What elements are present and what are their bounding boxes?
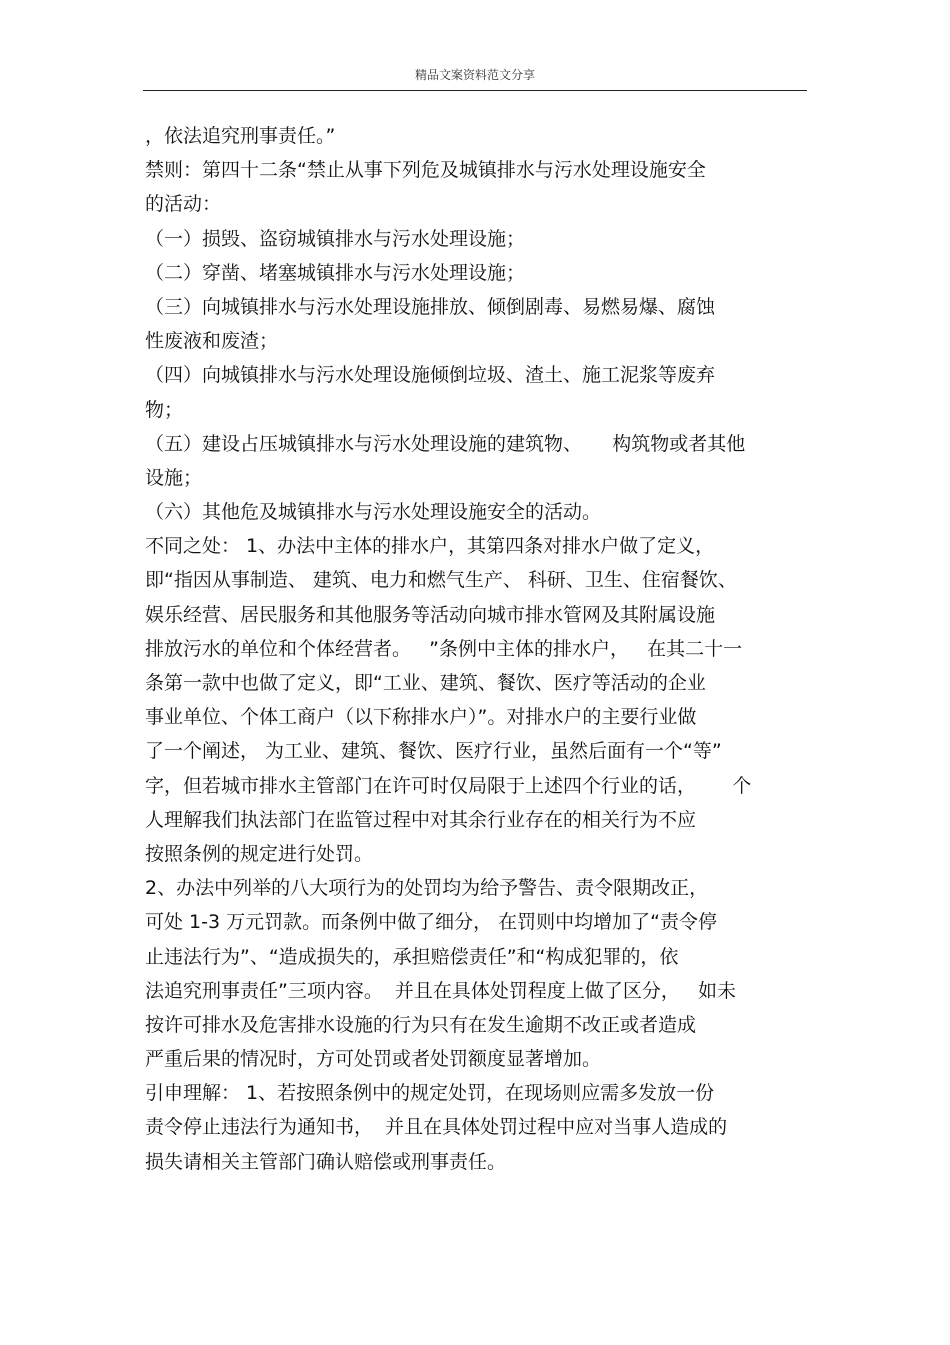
text-line: 责令停止违法行为通知书， 并且在具体处罚过程中应对当事人造成的 [145,1116,728,1139]
text-line: ，依法追究刑事责任。” [145,125,336,147]
text-line: 性废液和废渣； [145,330,279,353]
text-line: （二）穿凿、堵塞城镇排水与污水处理设施； [145,261,526,284]
text-line: 按照条例的规定进行处罚。 [145,842,374,865]
text-line: （五）建设占压城镇排水与污水处理设施的建筑物、 构筑物或者其他 [145,432,746,455]
text-line: 人理解我们执法部门在监管过程中对其余行业存在的相关行为不应 [145,808,697,831]
header-title: 精品文案资料范文分享 [414,68,535,82]
text-line: 2、办法中列举的八大项行为的处罚均为给予警告、责令限期改正， [145,877,709,900]
text-line: 按许可排水及危害排水设施的行为只有在发生逾期不改正或者造成 [145,1013,697,1036]
text-line: 损失请相关主管部门确认赔偿或刑事责任。 [145,1150,507,1173]
text-line: 禁则：第四十二条“禁止从事下列危及城镇排水与污水处理设施安全 [145,159,706,182]
text-line: 的活动： [145,193,222,216]
text-line: 了一个阐述， 为工业、建筑、餐饮、医疗行业，虽然后面有一个“等” [145,740,722,763]
text-line: （六）其他危及城镇排水与污水处理设施安全的活动。 [145,501,602,524]
text-line: 娱乐经营、居民服务和其他服务等活动向城市排水管网及其附属设施 [145,603,716,626]
document-body [145,119,805,1179]
text-line: 止违法行为”、“造成损失的，承担赔偿责任”和“构成犯罪的，依 [145,945,679,968]
text-line: 不同之处： 1、办法中主体的排水户，其第四条对排水户做了定义， [145,535,715,558]
text-line: 排放污水的单位和个体经营者。 ”条例中主体的排水户， 在其二十一 [145,637,743,660]
text-line: 可处 1-3 万元罚款。而条例中做了细分， 在罚则中均增加了“责令停 [145,911,717,934]
text-line: 设施； [145,466,203,489]
text-line: 条第一款中也做了定义，即“工业、建筑、餐饮、医疗等活动的企业 [145,672,706,694]
text-line: （一）损毁、盗窃城镇排水与污水处理设施； [145,227,526,250]
text-line: 即“指因从事制造、 建筑、电力和燃气生产、 科研、卫生、住宿餐饮、 [145,569,737,592]
text-line: 物； [145,398,184,421]
text-line: 引申理解： 1、若按照条例中的规定处罚，在现场则应需多发放一份 [145,1082,715,1105]
text-line: 法追究刑事责任”三项内容。 并且在具体处罚程度上做了区分， 如未 [145,979,737,1002]
text-line: （四）向城镇排水与污水处理设施倾倒垃圾、渣土、施工泥浆等废弃 [145,364,716,387]
text-line: （三）向城镇排水与污水处理设施排放、倾倒剧毒、易燃易爆、腐蚀 [145,295,716,318]
text-line: 事业单位、个体工商户（以下称排水户）”。对排水户的主要行业做 [145,706,697,729]
page-header [143,62,807,91]
text-line: 字，但若城市排水主管部门在许可时仅局限于上述四个行业的话， 个 [145,774,752,797]
text-line: 严重后果的情况时，方可处罚或者处罚额度显著增加。 [145,1048,602,1071]
